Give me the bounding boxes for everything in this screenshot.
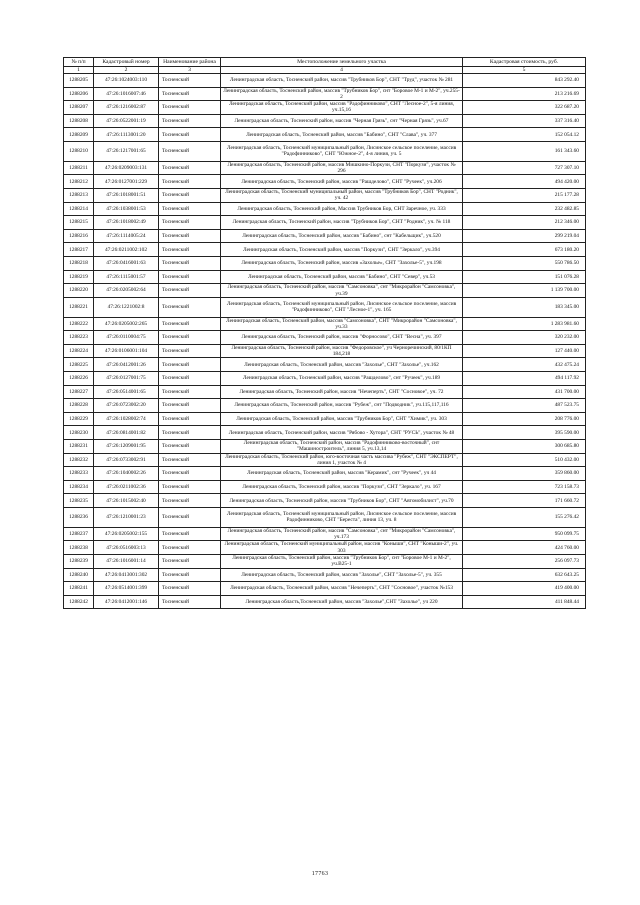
table-row <box>64 385 586 399</box>
table-row <box>64 243 586 257</box>
column-number: 2 <box>94 67 159 74</box>
district-name: Тосненский <box>159 467 221 481</box>
row-number: 1288242 <box>64 595 94 609</box>
cadastral-number: 47:26:0127001:229 <box>94 175 159 189</box>
cadastral-number: 47:26:1015002:40 <box>94 494 159 508</box>
cadastral-number: 47:26:1016001:14 <box>94 555 159 569</box>
land-location: Ленинградская область, Тосненский район, массив "Самсоновка", снт "Микрорайон "Самсоновка", уч.173 <box>221 527 463 541</box>
district-name: Тосненский <box>159 128 221 142</box>
district-name: Тосненский <box>159 555 221 569</box>
table-row <box>64 270 586 284</box>
cadastral-value: 395 590.00 <box>463 426 586 440</box>
land-location: Ленинградская область, Тосненский муниципальный район, Лисинское сельское поселение, массив Радофинниково, СНТ "Береста", линия 13, уч. 8 <box>221 508 463 528</box>
cadastral-number: 47:26:0723002:20 <box>94 399 159 413</box>
district-name: Тосненский <box>159 243 221 257</box>
row-number: 1288211 <box>64 161 94 175</box>
cadastral-value: 232 482.85 <box>463 202 586 216</box>
cadastral-value: 1 283 981.60 <box>463 317 586 331</box>
table-row <box>64 568 586 582</box>
land-location: Ленинградская область, Тосненский район, массив "Черная Грязь", снт "Черная Грязь", уч.67 <box>221 114 463 128</box>
row-number: 1288234 <box>64 480 94 494</box>
row-number: 1288226 <box>64 372 94 386</box>
district-name: Тосненский <box>159 317 221 331</box>
cadastral-value: 300 685.80 <box>463 440 586 454</box>
row-number: 1288228 <box>64 399 94 413</box>
cadastral-value: 212 346.00 <box>463 216 586 230</box>
cadastral-value: 208 776.00 <box>463 412 586 426</box>
table-row <box>64 175 586 189</box>
land-location: Ленинградская область, Тосненский район, массив "Трубников Бор", СНТ "Родник", уч. № 118 <box>221 216 463 230</box>
cadastral-number: 47:26:1221002:8 <box>94 297 159 317</box>
table-row <box>64 480 586 494</box>
row-number: 1288218 <box>64 257 94 271</box>
district-name: Тосненский <box>159 257 221 271</box>
district-name: Тосненский <box>159 114 221 128</box>
district-name: Тосненский <box>159 582 221 596</box>
row-number: 1288205 <box>64 74 94 88</box>
cadastral-number: 47:26:0205002:265 <box>94 317 159 331</box>
cadastral-value: 632 643.25 <box>463 568 586 582</box>
land-location: Ленинградская область, Тосненский район, массив "Захолье", СНТ "Захолье-5", уч. 355 <box>221 568 463 582</box>
cadastral-value: 550 786.50 <box>463 257 586 271</box>
row-number: 1288232 <box>64 453 94 467</box>
row-number: 1288212 <box>64 175 94 189</box>
table-row <box>64 229 586 243</box>
cadastral-number: 47:26:1114005:24 <box>94 229 159 243</box>
table-row <box>64 595 586 609</box>
land-location: Ленинградская область, Тосненский район, массив "Радофинниково-восточный", снт "Машиностроитель", линия 5, уч.13,14 <box>221 440 463 454</box>
cadastral-number: 47:26:1040002:26 <box>94 467 159 481</box>
cadastral-number: 47:26:1217001:65 <box>94 141 159 161</box>
row-number: 1288231 <box>64 440 94 454</box>
table-row <box>64 467 586 481</box>
district-name: Тосненский <box>159 331 221 345</box>
land-location: Ленинградская область, Тосненский район, массив "Самсоновка", СНТ "Микрорайон "Самсоновка", уч.33 <box>221 317 463 331</box>
column-number: 3 <box>159 67 221 74</box>
row-number: 1288217 <box>64 243 94 257</box>
cadastral-number: 47:26:0416001:63 <box>94 257 159 271</box>
cadastral-value: 950 099.75 <box>463 527 586 541</box>
cadastral-number: 47:26:1024003:110 <box>94 74 159 88</box>
district-name: Тосненский <box>159 216 221 230</box>
row-number: 1288225 <box>64 358 94 372</box>
district-name: Тосненский <box>159 344 221 358</box>
column-number: 1 <box>64 67 94 74</box>
row-number: 1288235 <box>64 494 94 508</box>
land-location: Ленинградская область, Тосненский муниципальный район, Лисинское сельское поселение, массив "Радофинниково", СНТ "Южное-2", 4-я линия, уч. 5 <box>221 141 463 161</box>
district-name: Тосненский <box>159 358 221 372</box>
land-location: Ленинградская область, Тосненский район, массив "Поркузи", СНТ "Зеркало", уч. 167 <box>221 480 463 494</box>
land-location: Ленинградская область, Тосненский район, массив "Трубников Бор", СНТ "Автомобилист", уч.70 <box>221 494 463 508</box>
cadastral-number: 47:26:1115001:57 <box>94 270 159 284</box>
land-location: Ленинградская область, Тосненский район, массив "Рашделово", снт "Ручеек", уч.189 <box>221 372 463 386</box>
land-location: Ленинградская область, Тосненский район, массив "Трубников Бор", снт "Боровое М-1 и М-2", уч.255-2 <box>221 87 463 101</box>
table-row <box>64 297 586 317</box>
row-number: 1288208 <box>64 114 94 128</box>
page-number: 17763 <box>311 871 329 877</box>
cadastral-number: 47:26:0412001:146 <box>94 595 159 609</box>
table-row <box>64 508 586 528</box>
row-number: 1288224 <box>64 344 94 358</box>
land-location: Ленинградская область, Тосненский район, массив "Трубников Бор", снт "Боровое М-1 и М-2", уч.В25-1 <box>221 555 463 569</box>
row-number: 1288209 <box>64 128 94 142</box>
cadastral-number: 47:26:0412001:26 <box>94 358 159 372</box>
cadastral-value: 320 232.00 <box>463 331 586 345</box>
cadastral-value: 183 345.00 <box>463 297 586 317</box>
cadastral-number: 47:26:0516003:13 <box>94 541 159 555</box>
cadastral-number: 47:26:0205002:64 <box>94 284 159 298</box>
cadastral-value: 151 076.28 <box>463 270 586 284</box>
table-row <box>64 317 586 331</box>
district-name: Тосненский <box>159 372 221 386</box>
district-name: Тосненский <box>159 527 221 541</box>
cadastral-value: 494 117.92 <box>463 372 586 386</box>
district-name: Тосненский <box>159 87 221 101</box>
cadastral-value: 155 276.42 <box>463 508 586 528</box>
land-location: Ленинградская область, Тосненский район, массив "Нечеперть", СНТ "Сосновое", участок №153 <box>221 582 463 596</box>
table-row <box>64 331 586 345</box>
row-number: 1288207 <box>64 101 94 115</box>
cadastral-number: 47:26:0814001:82 <box>94 426 159 440</box>
district-name: Тосненский <box>159 270 221 284</box>
land-location: Ленинградская область, Тосненский район, массив «Захолье», СНТ "Захолье-5", уч.198 <box>221 257 463 271</box>
cadastral-number: 47:26:0205002:155 <box>94 527 159 541</box>
row-number: 1288222 <box>64 317 94 331</box>
district-name: Тосненский <box>159 141 221 161</box>
land-location: Ленинградская область, Тосненский район, массив "Рубеж", снт "Подводник", уч.115,117,116 <box>221 399 463 413</box>
cadastral-value: 337 316.40 <box>463 114 586 128</box>
row-number: 1288239 <box>64 555 94 569</box>
table-row <box>64 141 586 161</box>
cadastral-number: 47:26:1209001:95 <box>94 440 159 454</box>
cadastral-value: 1 139 700.00 <box>463 284 586 298</box>
land-location: Ленинградская область, Тосненский район, массив "Радофинниково", СНТ "Лесное-2", 5-я линия, уч.15,16 <box>221 101 463 115</box>
row-number: 1288213 <box>64 189 94 203</box>
table-row <box>64 87 586 101</box>
land-location: Ленинградская область, Тосненский район, массив "Рябово - Хутора", СНТ "РУСЬ", участок № 48 <box>221 426 463 440</box>
header-number: № п/п <box>64 58 94 67</box>
district-name: Тосненский <box>159 480 221 494</box>
table-row <box>64 582 586 596</box>
land-location: Ленинградская область, Тосненский район, массив "Форносово", СНТ "Весна", уч. 397 <box>221 331 463 345</box>
header-cadastral: Кадастровый номер <box>94 58 159 67</box>
land-location: Ленинградская область, Тосненский муниципальный район, массив "Трубников Бор", СНТ "Родник", уч. 42 <box>221 189 463 203</box>
table-row <box>64 372 586 386</box>
table-row <box>64 412 586 426</box>
district-name: Тосненский <box>159 284 221 298</box>
cadastral-number: 47:26:0209003:131 <box>94 161 159 175</box>
land-location: Ленинградская область, Тосненский район, массив "Рашделово", СНТ "Ручеек", уч.206 <box>221 175 463 189</box>
row-number: 1288230 <box>64 426 94 440</box>
district-name: Тосненский <box>159 508 221 528</box>
district-name: Тосненский <box>159 202 221 216</box>
cadastral-number: 47:26:0211002:102 <box>94 243 159 257</box>
land-location: Ленинградская область, Тосненский район, Массив Трубников Бор, СНТ Заречное, уч. 333 <box>221 202 463 216</box>
table-row <box>64 161 586 175</box>
table-row <box>64 128 586 142</box>
district-name: Тосненский <box>159 494 221 508</box>
row-number: 1288240 <box>64 568 94 582</box>
cadastral-number: 47:26:0514001:65 <box>94 385 159 399</box>
row-number: 1288241 <box>64 582 94 596</box>
row-number: 1288216 <box>64 229 94 243</box>
land-location: Ленинградская область, Тосненский муниципальный район, Лисинское сельское поселение, массив "Радофинниково", СНТ "Лесное-1", уч. 165 <box>221 297 463 317</box>
cadastral-number: 47:26:1016007:46 <box>94 87 159 101</box>
row-number: 1288236 <box>64 508 94 528</box>
cadastral-value: 727 307.10 <box>463 161 586 175</box>
cadastral-number: 47:26:1113001:20 <box>94 128 159 142</box>
land-location: Ленинградская область, Тосненский район, массив "Керамик", снт "Ручеек", уч 44 <box>221 467 463 481</box>
header-district: Наименование района <box>159 58 221 67</box>
row-number: 1288233 <box>64 467 94 481</box>
cadastral-number: 47:26:0413001:302 <box>94 568 159 582</box>
row-number: 1288215 <box>64 216 94 230</box>
cadastral-value: 299 219.04 <box>463 229 586 243</box>
table-row <box>64 555 586 569</box>
cadastral-number: 47:26:0110004:75 <box>94 331 159 345</box>
cadastral-value: 127 440.00 <box>463 344 586 358</box>
table-row <box>64 189 586 203</box>
land-location: Ленинградская область, Тосненский район, массив "Федоровское", уч Черноречинский, 80/1КП 184,218 <box>221 344 463 358</box>
land-location: Ленинградская область, Тосненский район, массив "Самсоновка", снт "Микрорайон "Самсоновка", уч.39 <box>221 284 463 298</box>
cadastral-number: 47:26:0127001:75 <box>94 372 159 386</box>
cadastral-number: 47:26:1028002:74 <box>94 412 159 426</box>
land-location: Ленинградская область,Тосненский район, массив "Захолье",СНТ "Захолье", уч 220 <box>221 595 463 609</box>
header-row <box>64 58 586 67</box>
row-number: 1288238 <box>64 541 94 555</box>
district-name: Тосненский <box>159 175 221 189</box>
land-location: Ленинградская область, Тосненский район, массив "Бабино", снт "Кабельщик", уч.520 <box>221 229 463 243</box>
cadastral-number: 47:26:1018002:49 <box>94 216 159 230</box>
table-row <box>64 541 586 555</box>
table-row <box>64 426 586 440</box>
cadastral-number: 47:26:0514001:399 <box>94 582 159 596</box>
district-name: Тосненский <box>159 189 221 203</box>
cadastral-value: 432 475.24 <box>463 358 586 372</box>
land-location: Ленинградская область, Тосненский район, массив "Поркузи", СНТ "Зеркало", уч.394 <box>221 243 463 257</box>
cadastral-value: 723 158.73 <box>463 480 586 494</box>
cadastral-number: 47:26:0106001:104 <box>94 344 159 358</box>
table-row <box>64 202 586 216</box>
document-page <box>63 57 585 609</box>
land-location: Ленинградская область, Тосненский район, массив "Нечеперть", СНТ "Сосновое", уч. 72 <box>221 385 463 399</box>
cadastral-number: 47:26:0211002:36 <box>94 480 159 494</box>
cadastral-value: 161 343.60 <box>463 141 586 161</box>
cadastral-value: 256 097.73 <box>463 555 586 569</box>
district-name: Тосненский <box>159 595 221 609</box>
table-row <box>64 114 586 128</box>
table-row <box>64 494 586 508</box>
cadastral-value: 487 523.75 <box>463 399 586 413</box>
row-number: 1288237 <box>64 527 94 541</box>
district-name: Тосненский <box>159 229 221 243</box>
district-name: Тосненский <box>159 101 221 115</box>
table-row <box>64 257 586 271</box>
row-number: 1288210 <box>64 141 94 161</box>
district-name: Тосненский <box>159 541 221 555</box>
cadastral-value: 359 860.00 <box>463 467 586 481</box>
table-body <box>64 74 586 609</box>
district-name: Тосненский <box>159 399 221 413</box>
land-location: Ленинградская область, Тосненский муниципальный район, массив "Коныши", СНТ "Коныши-2", уч. 303 <box>221 541 463 555</box>
row-number: 1288206 <box>64 87 94 101</box>
table-row <box>64 284 586 298</box>
table-row <box>64 440 586 454</box>
district-name: Тосненский <box>159 412 221 426</box>
land-location: Ленинградская область, Тосненский район, массив "Бабино", СНТ "Слава", уч. 377 <box>221 128 463 142</box>
row-number: 1288227 <box>64 385 94 399</box>
district-name: Тосненский <box>159 568 221 582</box>
table-row <box>64 399 586 413</box>
cadastral-number: 47:26:1038001:53 <box>94 202 159 216</box>
district-name: Тосненский <box>159 297 221 317</box>
column-number: 5 <box>463 67 586 74</box>
land-location: Ленинградская область, Тосненский район, юго-восточная часть массива "Рубеж", СНТ "ЭКСПЕРТ", линия 1, участок № 4 <box>221 453 463 467</box>
cadastral-value: 424 760.00 <box>463 541 586 555</box>
cadastral-value: 673 180.20 <box>463 243 586 257</box>
table-row <box>64 344 586 358</box>
cadastral-value: 152 054.12 <box>463 128 586 142</box>
row-number: 1288214 <box>64 202 94 216</box>
district-name: Тосненский <box>159 385 221 399</box>
cadastral-value: 843 292.40 <box>463 74 586 88</box>
header-location: Местоположение земельного участка <box>221 58 463 67</box>
land-location: Ленинградская область, Тосненский район, массив "Захолье", СНТ "Захолье", уч.162 <box>221 358 463 372</box>
table-row <box>64 453 586 467</box>
table-row <box>64 216 586 230</box>
district-name: Тосненский <box>159 426 221 440</box>
cadastral-value: 494 420.00 <box>463 175 586 189</box>
land-location: Ленинградская область, Тосненский район, массив "Бабино", СНТ "Север", уч.53 <box>221 270 463 284</box>
cadastral-number: 47:26:1018001:51 <box>94 189 159 203</box>
table-row <box>64 358 586 372</box>
cadastral-number: 47:26:1216002:87 <box>94 101 159 115</box>
land-location: Ленинградская область, Тосненский район, массив "Трубников Бор", СНТ "Труд", участок № 281 <box>221 74 463 88</box>
row-number: 1288219 <box>64 270 94 284</box>
column-number-row <box>64 67 586 74</box>
cadastral-number: 47:26:0522001:19 <box>94 114 159 128</box>
header-value: Кадастровая стоимость, руб. <box>463 58 586 67</box>
cadastral-number: 47:26:0733002:91 <box>94 453 159 467</box>
cadastral-value: 431 700.00 <box>463 385 586 399</box>
row-number: 1288220 <box>64 284 94 298</box>
cadastral-value: 510 432.00 <box>463 453 586 467</box>
table-row <box>64 101 586 115</box>
district-name: Тосненский <box>159 440 221 454</box>
table-row <box>64 527 586 541</box>
cadastral-table <box>63 57 586 609</box>
district-name: Тосненский <box>159 453 221 467</box>
cadastral-number: 47:26:1210001:23 <box>94 508 159 528</box>
cadastral-value: 213 216.69 <box>463 87 586 101</box>
district-name: Тосненский <box>159 74 221 88</box>
cadastral-value: 215 177.28 <box>463 189 586 203</box>
district-name: Тосненский <box>159 161 221 175</box>
row-number: 1288223 <box>64 331 94 345</box>
cadastral-value: 322 687.20 <box>463 101 586 115</box>
land-location: Ленинградская область, Тосненский район, массив "Трубников Бор", СНТ "Химик", уч. 303 <box>221 412 463 426</box>
cadastral-value: 171 660.72 <box>463 494 586 508</box>
cadastral-value: 411 848.44 <box>463 595 586 609</box>
row-number: 1288229 <box>64 412 94 426</box>
table-row <box>64 74 586 88</box>
column-number: 4 <box>221 67 463 74</box>
cadastral-value: 419 400.00 <box>463 582 586 596</box>
land-location: Ленинградская область, Тосненский район, массив Мишкино-Поркузи, СНТ "Поркузи", участок № 296 <box>221 161 463 175</box>
row-number: 1288221 <box>64 297 94 317</box>
